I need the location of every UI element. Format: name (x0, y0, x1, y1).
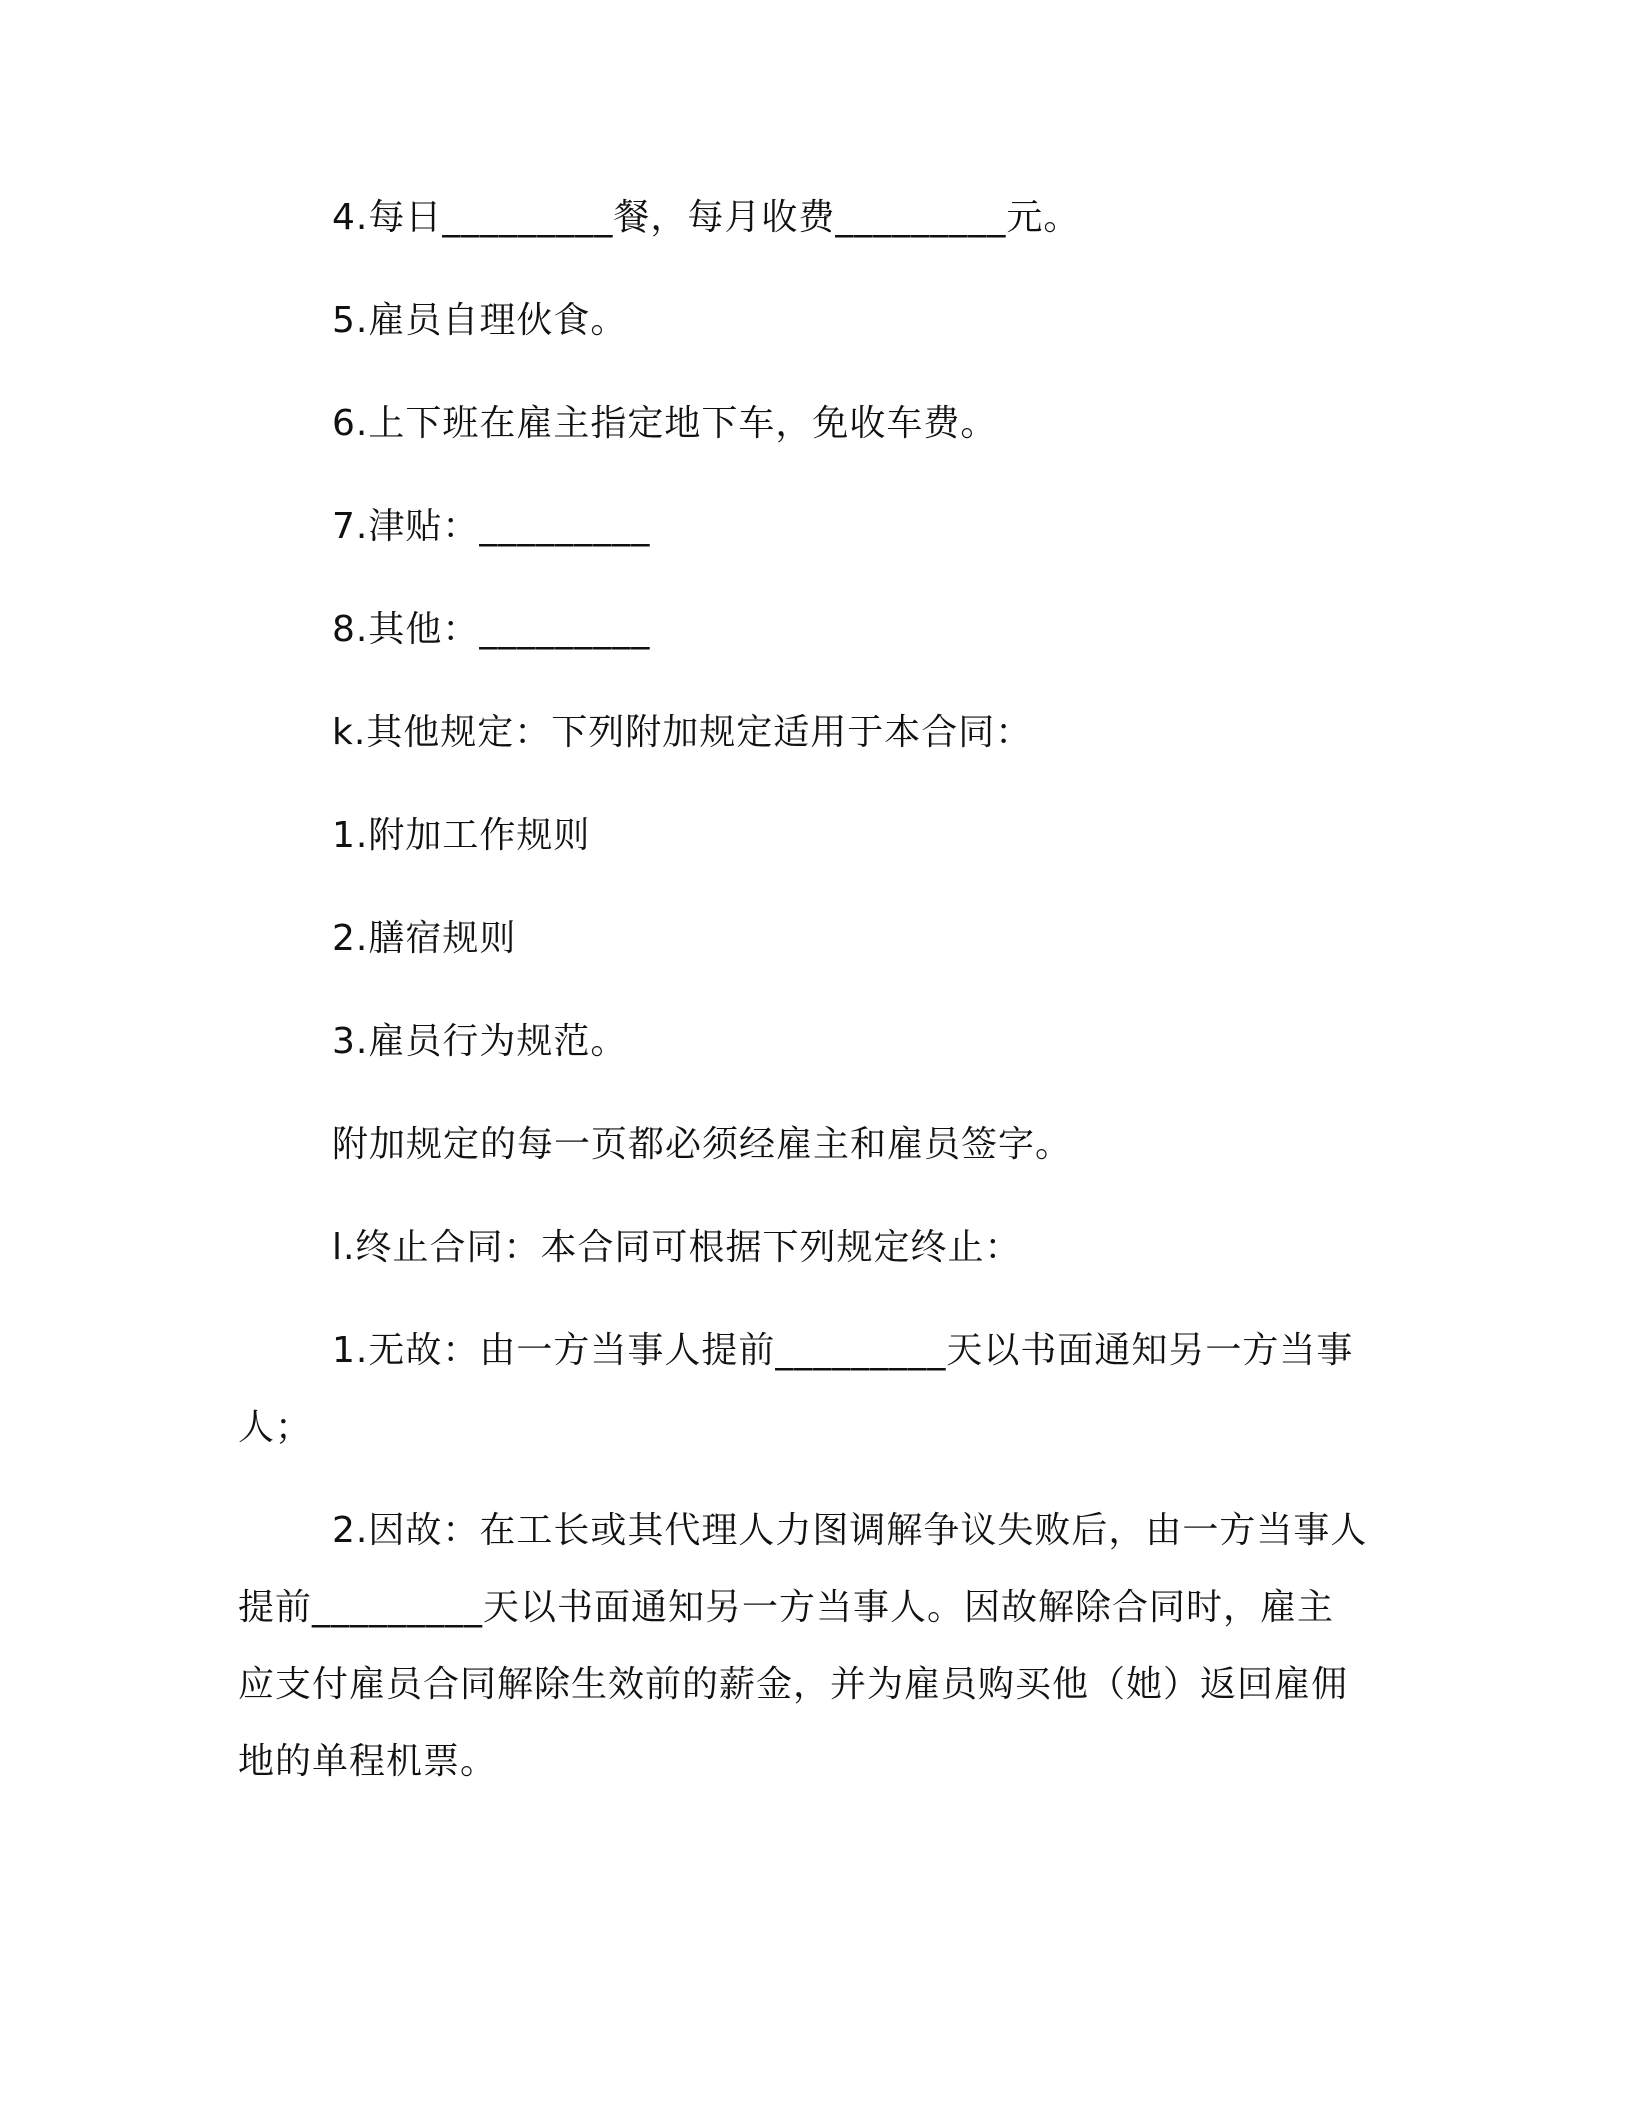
termination-with-cause-cont-2: 应支付雇员合同解除生效前的薪金，并为雇员购买他（她）返回雇佣 (238, 1664, 1349, 1705)
termination-without-cause-cont: 人； (238, 1407, 313, 1448)
item-allowance: 7.津贴：_________ (332, 506, 651, 547)
item-other: 8.其他：_________ (332, 609, 651, 650)
rule-work: 1.附加工作规则 (332, 815, 591, 856)
item-self-catering: 5.雇员自理伙食。 (332, 300, 628, 341)
signature-requirement: 附加规定的每一页都必须经雇主和雇员签字。 (332, 1124, 1073, 1165)
item-commute: 6.上下班在雇主指定地下车，免收车费。 (332, 403, 998, 444)
item-meals: 4.每日_________餐，每月收费_________元。 (332, 197, 1081, 238)
section-k-heading: k.其他规定：下列附加规定适用于本合同： (332, 712, 1033, 753)
rule-board: 2.膳宿规则 (332, 918, 517, 959)
section-l-heading: l.终止合同：本合同可根据下列规定终止： (332, 1227, 1022, 1268)
rule-conduct: 3.雇员行为规范。 (332, 1021, 628, 1062)
termination-with-cause: 2.因故：在工长或其代理人力图调解争议失败后，由一方当事人 (332, 1510, 1368, 1551)
termination-with-cause-cont-3: 地的单程机票。 (238, 1741, 498, 1782)
termination-without-cause: 1.无故：由一方当事人提前_________天以书面通知另一方当事 (332, 1330, 1354, 1371)
termination-with-cause-cont-1: 提前_________天以书面通知另一方当事人。因故解除合同时，雇主 (238, 1587, 1335, 1628)
